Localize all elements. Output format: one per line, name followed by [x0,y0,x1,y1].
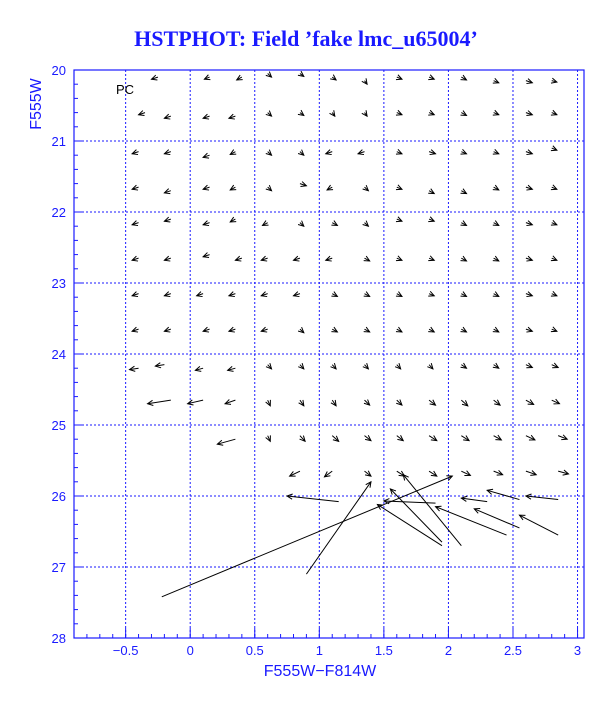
vector-arrow [230,217,236,222]
vector-arrow [364,399,370,405]
vector-arrow [300,182,306,187]
vector-arrow [132,256,138,261]
vector-arrow [261,256,267,261]
vector-arrow [428,75,434,80]
vector-shaft [436,507,507,535]
y-axis-label: F555W [28,78,45,130]
vector-arrow [266,400,271,406]
vector-arrow [494,400,500,405]
vector-arrow [390,489,442,542]
vector-arrow [461,256,467,261]
vector-arrow [526,494,558,500]
vector-arrow [526,400,534,405]
vector-arrow [164,150,170,155]
vector-arrow [429,400,435,405]
vector-arrow [461,149,467,154]
vector-arrow [148,400,171,405]
displacement-vectors [130,71,569,597]
vector-arrow [551,110,557,115]
vector-shaft [287,496,339,502]
vector-arrow [526,327,532,332]
vector-shaft [162,476,453,597]
vector-arrow [132,327,138,332]
vector-arrow [266,150,272,156]
vector-arrow [493,292,499,297]
vector-arrow [261,327,267,332]
vector-arrow [428,217,434,222]
vector-arrow [526,111,532,116]
vector-arrow [228,366,236,371]
vector-arrow [493,363,499,368]
vector-arrow [396,399,402,405]
vector-arrow [298,221,304,227]
vector-arrow [396,149,402,154]
vector-arrow [552,363,558,368]
vector-arrow [164,256,170,261]
vector-arrow [331,221,337,226]
vector-arrow [266,185,272,191]
vector-arrow [203,327,209,332]
vector-arrow [229,114,235,119]
vector-arrow [461,471,470,476]
x-tick-label: 0.5 [245,643,264,658]
vector-arrow [225,399,235,404]
vector-arrow [526,185,532,190]
vector-arrow [164,327,170,332]
vector-arrow [526,292,532,297]
vector-arrow [203,153,209,158]
vector-arrow [362,78,367,84]
vector-arrow [217,439,235,445]
vector-arrow [526,79,532,84]
vector-arrow [526,256,532,261]
vector-arrow [395,363,401,369]
vector-arrow [429,471,437,476]
vector-arrow [493,256,499,261]
vector-arrow [551,185,557,190]
vector-arrow [551,220,557,225]
y-tick-label: 26 [51,489,66,504]
vector-arrow [326,150,332,155]
vector-arrow [526,363,532,368]
vector-arrow [130,366,139,371]
vector-arrow [396,185,402,190]
vector-shaft [519,515,558,535]
vector-arrow [327,185,333,190]
vector-arrow [164,114,170,119]
vector-arrow [526,221,532,226]
vector-arrow [330,110,335,116]
vector-arrow [164,189,170,194]
vector-arrow [363,185,369,191]
y-tick-label: 28 [51,631,66,646]
y-tick-label: 23 [51,276,66,291]
vector-arrow [298,71,304,76]
vector-arrow [428,110,434,115]
vector-arrow [396,292,402,297]
vector-arrow [229,292,235,297]
vector-arrow [266,111,272,117]
vector-arrow [493,185,499,190]
vector-head [431,436,437,441]
vector-arrow [461,221,467,226]
vector-arrow [397,435,403,440]
vector-arrow [298,150,304,156]
vector-arrow [363,221,369,227]
vector-arrow [396,217,402,222]
vector-arrow [519,515,558,535]
vector-arrow [551,327,557,332]
vector-arrow [403,475,461,546]
vector-arrow [494,435,502,440]
vector-arrow [331,327,337,332]
vector-arrow [461,363,467,368]
vector-arrow [164,217,170,222]
vector-arrow [331,292,337,297]
y-tick-label: 25 [51,418,66,433]
vector-arrow [132,221,138,226]
y-tick-label: 27 [51,560,66,575]
x-tick-label: 1.5 [374,643,393,658]
vector-arrow [331,363,337,369]
vector-arrow [427,363,433,369]
vector-arrow [299,400,304,406]
vector-arrow [164,292,170,297]
vector-arrow [203,114,209,119]
vector-arrow [364,256,370,261]
vector-arrow [155,363,164,368]
vector-arrow [461,327,467,332]
vector-arrow [428,327,434,332]
vector-arrow [230,185,236,190]
y-tick-labels [52,63,66,646]
vector-arrow [428,291,434,296]
vector-arrow [461,400,467,406]
vector-arrow [396,110,402,115]
vector-arrow [132,292,138,297]
vector-arrow [461,189,467,194]
vector-arrow [331,400,336,406]
vector-arrow [365,471,371,476]
vector-arrow [396,327,402,332]
vector-head [463,436,469,441]
vector-arrow [429,150,435,155]
vector-arrow [266,363,272,369]
vector-arrow [358,150,364,155]
vector-arrow [287,494,339,502]
vector-arrow [551,256,557,261]
vector-arrow [396,256,402,261]
vector-arrow [461,436,469,441]
vector-arrow [493,327,499,332]
vector-shaft [390,489,442,542]
x-tick-labels [113,643,581,658]
vector-arrow [551,146,557,151]
vector-arrow [266,72,272,78]
vector-arrow [493,221,499,226]
vector-arrow [428,189,434,194]
vector-arrow [151,75,157,80]
y-tick-label: 24 [51,347,66,362]
vector-head [431,471,437,476]
vector-arrow [162,476,453,597]
vector-arrow [461,111,467,116]
vector-arrow [364,327,370,332]
vector-arrow [293,292,299,297]
chart-title: HSTPHOT: Field ’fake lmc_u65004’ [134,26,478,51]
vector-arrow [461,292,467,297]
vector-arrow [324,471,332,477]
vector-arrow [230,150,236,155]
x-tick-label: −0.5 [112,643,139,658]
vector-arrow [235,256,241,261]
x-tick-label: 3 [573,643,582,658]
vector-arrow [526,470,536,475]
pc-annotation: PC [116,82,135,97]
y-tick-label: 21 [51,134,66,149]
vector-arrow [461,496,487,501]
vector-arrow [526,435,535,440]
vector-arrow [330,75,336,80]
vector-arrow [298,363,304,369]
vector-arrow [362,110,367,116]
vector-arrow [298,327,304,333]
vector-arrow [461,75,467,80]
vector-arrow [197,292,203,297]
vector-arrow [332,436,338,442]
vector-arrow [293,256,299,261]
vector-arrow [132,185,138,190]
vector-arrow [237,75,243,80]
vector-arrow [132,150,138,155]
vector-arrow [558,435,567,440]
vector-arrow [203,185,209,190]
vector-arrow [266,435,271,441]
vector-arrow [263,221,269,226]
x-tick-label: 1 [315,643,323,658]
vector-arrow [493,110,499,115]
vector-arrow [139,111,145,116]
vector-arrow [487,489,519,499]
vector-arrow [300,436,306,442]
vector-shaft [403,475,461,546]
vector-arrow [195,366,203,371]
vector-arrow [203,253,209,258]
x-tick-label: 2.5 [503,643,523,658]
vector-arrow [558,470,568,475]
vector-arrow [364,292,370,297]
vector-arrow [493,149,499,154]
vector-arrow [203,221,209,226]
vector-arrow [365,435,371,440]
x-axis-label: F555W−F814W [263,663,377,680]
vector-arrow [552,399,560,404]
vector-arrow [326,256,332,261]
y-tick-label: 20 [51,63,66,78]
vector-arrow [436,506,507,535]
vector-arrow [204,75,210,80]
vector-arrow [363,363,369,369]
x-tick-label: 2 [444,643,453,658]
vector-arrow [551,78,557,83]
vector-shaft [487,490,519,499]
vector-arrow [229,327,235,332]
x-tick-label: 0 [186,643,194,658]
vector-arrow [396,75,402,80]
vector-arrow [290,471,300,476]
vector-arrow [493,78,499,83]
vector-arrow [428,256,434,261]
vector-arrow [298,110,304,115]
grid-lines [74,70,584,638]
y-tick-label: 22 [51,205,66,220]
vector-arrow [261,292,267,297]
vector-shaft [148,400,171,404]
vector-arrow [429,436,437,441]
vector-arrow [526,150,532,155]
vector-arrow [551,291,557,296]
vector-arrow [494,470,503,475]
